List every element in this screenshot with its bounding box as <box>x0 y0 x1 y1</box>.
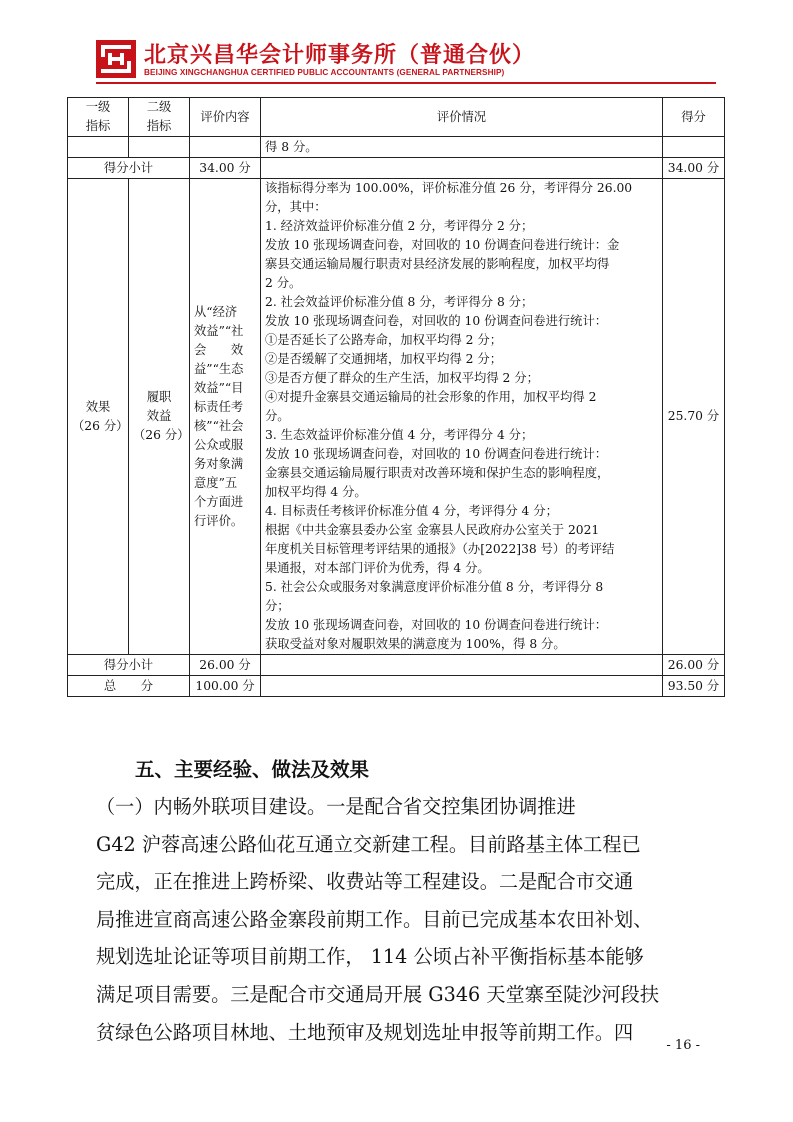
detail-line: 1. 经济效益评价标准分值 2 分，考评得分 2 分； <box>265 219 534 233</box>
subtotal-label: 得分小计 <box>68 655 190 676</box>
detail-line: 金寨县交通运输局履行职责对改善环境和保护生态的影响程度， <box>265 466 610 480</box>
content-line: 个方面进 <box>194 494 244 509</box>
content-line: 会 效 <box>194 342 244 357</box>
content-line: 意度”五 <box>194 475 238 490</box>
detail-line: 发放 10 张现场调查问卷，对回收的 10 份调查问卷进行统计：金 <box>265 238 620 252</box>
detail-line: 分。 <box>265 409 290 423</box>
effect-detail <box>261 179 663 655</box>
header-divider <box>96 82 716 84</box>
subtotal-row <box>68 158 725 179</box>
paragraph-line: （一）内畅外联项目建设。一是配合省交控集团协调推进 <box>96 795 576 818</box>
firm-name-english: BEIJING XINGCHANGHUA CERTIFIED PUBLIC ACCOUNTANTS (GENERAL PARTNERSHIP) <box>144 68 505 77</box>
total-content-score: 100.00 分 <box>190 676 261 697</box>
effect-row <box>68 179 725 655</box>
paragraph-line: G42 沪蓉高速公路仙花互通立交新建工程。目前路基主体工程已 <box>96 832 641 856</box>
detail-line: 分； <box>265 599 290 613</box>
firm-logo-icon <box>96 40 136 78</box>
detail-line: 加权平均得 4 分。 <box>265 485 367 499</box>
content-line: 行评价。 <box>194 513 244 528</box>
letterhead <box>96 38 716 88</box>
content-line: 效益”“社 <box>194 323 244 338</box>
section-heading: 五、主要经验、做法及效果 <box>135 758 370 781</box>
detail-line: 果通报，对本部门评价为优秀，得 4 分。 <box>265 561 490 575</box>
detail-line: 寨县交通运输局履行职责对县经济发展的影响程度，加权平均得 <box>265 257 610 271</box>
detail-line: 该指标得分率为 100.00%，评价标准分值 26 分，考评得分 26.00 <box>265 181 633 195</box>
continued-text: 得 8 分。 <box>261 137 663 158</box>
effect-content <box>190 179 261 655</box>
section-paragraph <box>96 788 700 1051</box>
header-level2: 二级 指标 <box>129 98 190 137</box>
detail-line: 4. 目标责任考核评价标准分值 4 分，考评得分 4 分； <box>265 504 558 518</box>
total-row <box>68 676 725 697</box>
detail-line: 获取受益对象对履职效果的满意度为 100%，得 8 分。 <box>265 637 566 651</box>
subtotal-label: 得分小计 <box>68 158 190 179</box>
evaluation-table <box>67 97 725 697</box>
page-number: - 16 - <box>666 1038 700 1053</box>
paragraph-line: 贫绿色公路项目林地、土地预审及规划选址申报等前期工作。四 <box>96 1020 634 1044</box>
effect-level1: 效果 （26 分） <box>68 179 129 655</box>
header-level1: 一级 指标 <box>68 98 129 137</box>
firm-name-chinese: 北京兴昌华会计师事务所（普通合伙） <box>144 43 536 68</box>
paragraph-line: 完成，正在推进上跨桥梁、收费站等工程建设。二是配合市交通 <box>96 870 634 894</box>
paragraph-line: 局推进宣商高速公路金寨段前期工作。目前已完成基本农田补划、 <box>96 907 653 931</box>
table-row <box>68 137 725 158</box>
subtotal-score: 26.00 分 <box>663 655 725 676</box>
subtotal-content-score: 34.00 分 <box>190 158 261 179</box>
detail-line: 3. 生态效益评价标准分值 4 分，考评得分 4 分； <box>265 428 534 442</box>
content-line: 标责任考 <box>194 399 244 414</box>
detail-line: 年度机关目标管理考评结果的通报》（办[2022]38 号）的考评结 <box>265 542 615 556</box>
detail-line: 发放 10 张现场调查问卷，对回收的 10 份调查问卷进行统计： <box>265 618 608 632</box>
table-header-row <box>68 98 725 137</box>
subtotal-score: 34.00 分 <box>663 158 725 179</box>
total-score: 93.50 分 <box>663 676 725 697</box>
content-line: 公众或服 <box>194 437 244 452</box>
content-line: 务对象满 <box>194 456 244 471</box>
detail-line: 发放 10 张现场调查问卷，对回收的 10 份调查问卷进行统计： <box>265 447 608 461</box>
detail-line: ①是否延长了公路寿命，加权平均得 2 分； <box>265 333 502 347</box>
detail-line: 2. 社会效益评价标准分值 8 分，考评得分 8 分； <box>265 295 534 309</box>
detail-line: 2 分。 <box>265 276 302 290</box>
paragraph-line: 规划选址论证等项目前期工作， 114 公顷占补平衡指标基本能够 <box>96 945 644 969</box>
header-content: 评价内容 <box>190 98 261 137</box>
detail-line: 根据《中共金寨县委办公室 金寨县人民政府办公室关于 2021 <box>265 523 600 537</box>
content-line: 从“经济 <box>194 304 238 319</box>
header-score: 得分 <box>663 98 725 137</box>
subtotal-row <box>68 655 725 676</box>
content-line: 核”“社会 <box>194 418 244 433</box>
detail-line: ②是否缓解了交通拥堵，加权平均得 2 分； <box>265 352 502 366</box>
effect-level2: 履职 效益 （26 分） <box>129 179 190 655</box>
paragraph-line: 满足项目需要。三是配合市交通局开展 G346 天堂寨至陡沙河段扶 <box>96 982 660 1006</box>
detail-line: ④对提升金寨县交通运输局的社会形象的作用，加权平均得 2 <box>265 390 597 404</box>
detail-line: 分，其中： <box>265 200 327 214</box>
content-line: 效益”“目 <box>194 380 244 395</box>
header-detail: 评价情况 <box>261 98 663 137</box>
effect-score: 25.70 分 <box>663 179 725 655</box>
total-label: 总 分 <box>68 676 190 697</box>
content-line: 益”“生态 <box>194 361 244 376</box>
subtotal-content-score: 26.00 分 <box>190 655 261 676</box>
detail-line: 发放 10 张现场调查问卷，对回收的 10 份调查问卷进行统计： <box>265 314 608 328</box>
detail-line: 5. 社会公众或服务对象满意度评价标准分值 8 分，考评得分 8 <box>265 580 604 594</box>
detail-line: ③是否方便了群众的生产生活，加权平均得 2 分； <box>265 371 539 385</box>
